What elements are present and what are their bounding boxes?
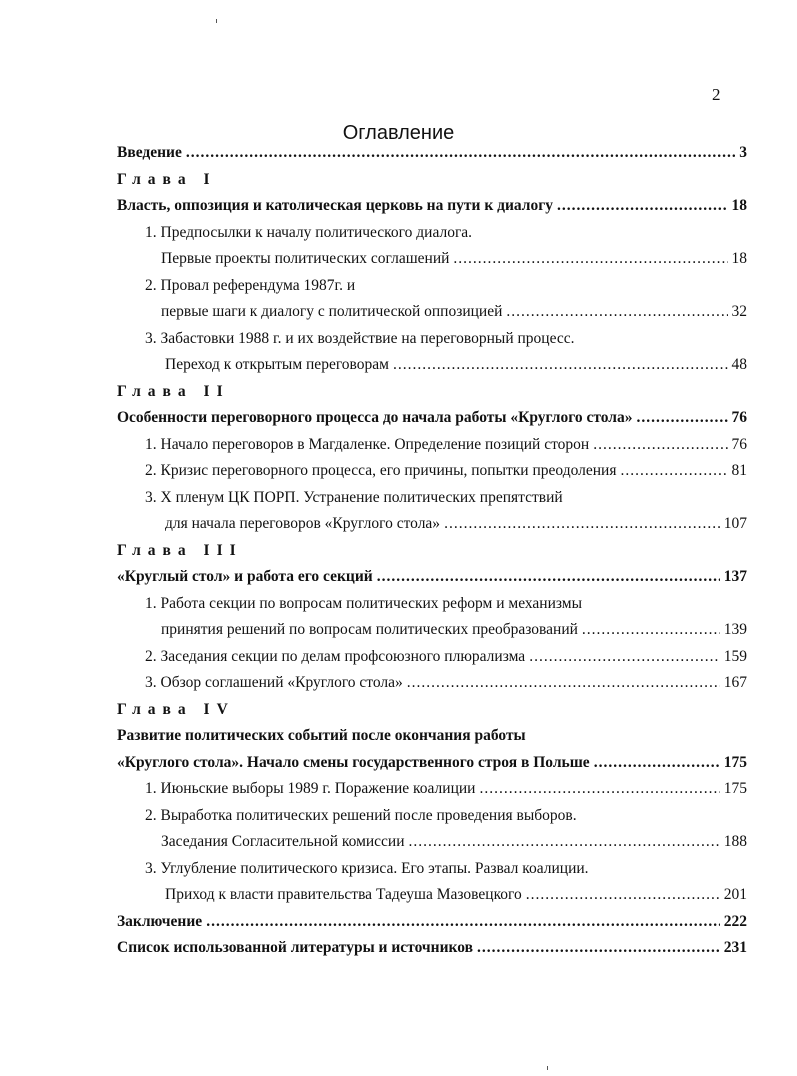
- toc-entry-title: 3. Обзор соглашений «Круглого стола»: [145, 674, 403, 691]
- toc-page-number: 76: [731, 435, 747, 453]
- toc-chapter-heading: [117, 701, 747, 728]
- table-of-contents: [117, 144, 747, 966]
- dot-leader: [594, 754, 720, 772]
- dot-leader: [557, 197, 727, 215]
- toc-page-number: 175: [723, 780, 747, 797]
- toc-entry: [117, 144, 747, 171]
- toc-page-number: 188: [723, 833, 747, 850]
- toc-entry-title: 2. Заседания секции по делам профсоюзного плюрализма: [145, 647, 526, 665]
- toc-entry-title: 1. Работа секции по вопросам политических реформ и механизмы: [145, 594, 583, 612]
- toc-page-number: 139: [723, 621, 747, 638]
- toc-page-number: 107: [723, 515, 747, 532]
- toc-entry-title: 1. Начало переговоров в Магдаленке. Определение позиций сторон: [145, 435, 590, 453]
- toc-entry-title: Развитие политических событий после окончания работы: [117, 727, 526, 744]
- toc-entry: [117, 250, 747, 277]
- toc-entry: [117, 436, 747, 463]
- toc-entry-title: Глава II: [117, 382, 230, 400]
- page-number: 2: [712, 85, 721, 104]
- toc-page-number: 159: [723, 647, 747, 665]
- dot-leader: [479, 780, 719, 798]
- toc-entry-title: 2. Выработка политических решений после проведения выборов.: [145, 806, 577, 824]
- toc-entry-title: Власть, оппозиция и католическая церковь на пути к диалогу: [117, 197, 554, 214]
- toc-entry-title: Глава I: [117, 170, 217, 188]
- toc-entry-title: Особенности переговорного процесса до начала работы «Круглого стола»: [117, 409, 633, 426]
- toc-entry: [117, 303, 747, 330]
- dot-leader: [477, 939, 720, 957]
- dot-leader: [526, 886, 720, 904]
- toc-entry: [117, 886, 747, 913]
- toc-page-number: 222: [723, 912, 747, 930]
- dot-leader: [620, 462, 727, 480]
- toc-entry: [117, 462, 747, 489]
- toc-page-number: 231: [723, 939, 747, 956]
- toc-entry-title: Введение: [117, 144, 182, 161]
- toc-entry-title: 2. Кризис переговорного процесса, его причины, попытки преодоления: [145, 462, 617, 479]
- toc-entry-title: Глава III: [117, 541, 243, 559]
- toc-entry-title: 3. Углубление политического кризиса. Его этапы. Развал коалиции.: [145, 859, 589, 877]
- dot-leader: [186, 144, 735, 162]
- toc-entry: [117, 648, 747, 675]
- toc-page-number: 32: [731, 303, 747, 320]
- toc-entry-title: Список использованной литературы и источников: [117, 939, 473, 956]
- dot-leader: [637, 409, 728, 427]
- toc-entry-title: 3. X пленум ЦК ПОРП. Устранение политических препятствий: [145, 488, 563, 506]
- toc-entry: [117, 913, 747, 940]
- toc-entry-title: первые шаги к диалогу с политической оппозицией: [161, 303, 503, 320]
- toc-entry: [117, 356, 747, 383]
- dot-leader: [377, 568, 720, 586]
- toc-chapter-heading: [117, 171, 747, 198]
- toc-page-number: 81: [731, 462, 747, 479]
- toc-page-number: 76: [731, 409, 747, 426]
- toc-entry: [117, 754, 747, 781]
- toc-entry: [117, 595, 747, 622]
- dot-leader: [506, 303, 727, 321]
- toc-page-number: 48: [731, 356, 747, 373]
- dot-leader: [407, 674, 720, 692]
- toc-entry-title: 3. Забастовки 1988 г. и их воздействие на переговорный процесс.: [145, 329, 575, 347]
- toc-entry: [117, 833, 747, 860]
- dot-leader: [206, 913, 720, 931]
- toc-entry: [117, 780, 747, 807]
- toc-entry-title: Приход к власти правительства Тадеуша Мазовецкого: [165, 886, 522, 903]
- toc-entry-title: «Круглый стол» и работа его секций: [117, 568, 373, 585]
- toc-page-number: 18: [731, 197, 747, 214]
- toc-entry-title: Первые проекты политических соглашений: [161, 250, 450, 267]
- toc-entry: [117, 939, 747, 966]
- toc-entry: [117, 727, 747, 754]
- dot-leader: [393, 356, 728, 374]
- toc-entry: [117, 860, 747, 887]
- dot-leader: [453, 250, 727, 268]
- toc-entry-title: «Круглого стола». Начало смены государственного строя в Польше: [117, 753, 590, 771]
- dot-leader: [529, 648, 720, 666]
- toc-entry: [117, 568, 747, 595]
- toc-entry-title: Заключение: [117, 912, 203, 930]
- toc-page-number: 175: [723, 753, 747, 771]
- toc-entry-title: принятия решений по вопросам политических преобразований: [161, 621, 578, 638]
- page-title: Оглавление: [342, 122, 455, 144]
- toc-chapter-heading: [117, 542, 747, 569]
- toc-entry: [117, 224, 747, 251]
- toc-page-number: 3: [739, 144, 747, 161]
- toc-entry: [117, 330, 747, 357]
- toc-entry: [117, 489, 747, 516]
- toc-page-number: 137: [723, 568, 747, 585]
- dot-leader: [444, 515, 720, 533]
- toc-entry-title: для начала переговоров «Круглого стола»: [165, 515, 441, 532]
- scan-speck: [547, 1066, 548, 1070]
- toc-entry: [117, 197, 747, 224]
- toc-entry: [117, 277, 747, 304]
- toc-entry: [117, 807, 747, 834]
- toc-entry: [117, 674, 747, 701]
- dot-leader: [582, 621, 720, 639]
- toc-entry-title: 1. Июньские выборы 1989 г. Поражение коалиции: [145, 780, 476, 797]
- toc-page-number: 201: [723, 886, 747, 903]
- toc-entry: [117, 409, 747, 436]
- toc-entry-title: Заседания Согласительной комиссии: [161, 833, 405, 850]
- toc-entry-title: Переход к открытым переговорам: [165, 356, 389, 373]
- scan-speck: [216, 19, 217, 23]
- toc-entry-title: Глава IV: [117, 700, 235, 718]
- toc-entry: [117, 515, 747, 542]
- toc-chapter-heading: [117, 383, 747, 410]
- toc-page-number: 18: [731, 250, 747, 267]
- toc-entry: [117, 621, 747, 648]
- toc-entry-title: 1. Предпосылки к началу политического диалога.: [145, 223, 473, 241]
- dot-leader: [409, 833, 720, 851]
- dot-leader: [593, 436, 727, 454]
- toc-page-number: 167: [723, 674, 747, 691]
- toc-entry-title: 2. Провал референдума 1987г. и: [145, 276, 356, 294]
